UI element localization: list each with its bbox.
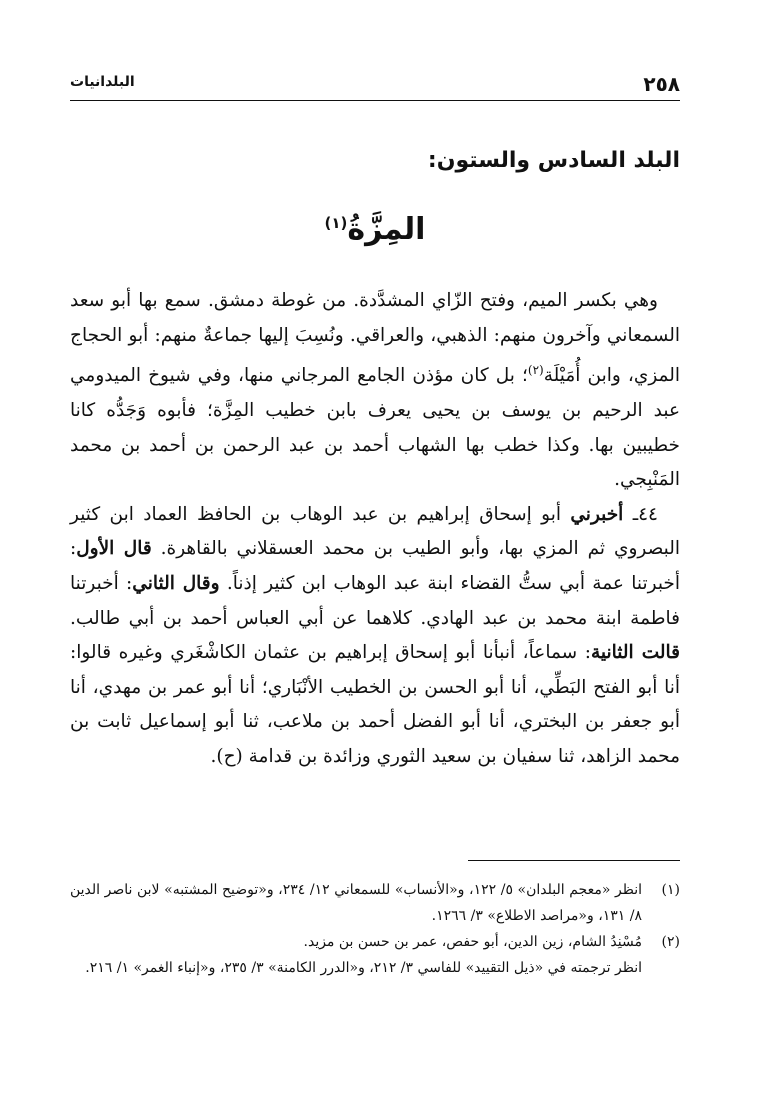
page-number: ٢٥٨ xyxy=(643,72,680,96)
footnote-text: مُسْنِدُ الشام، زين الدين، أبو حفص، عمر بن حسن بن مزيد. xyxy=(303,934,642,950)
narration-keyword: وقال الثاني xyxy=(132,572,220,594)
narration-keyword: قالت الثانية xyxy=(590,642,680,664)
paragraph-text: ؛ بل كان مؤذن الجامع المرجاني منها، وفي شيوخ الميدومي عبد الرحيم بن يوسف بن يحيى يعرف بابن خطيب المِزَّة؛ فأبوه وَجَدُّه كانا خطيبين بها. وكذا خطب بها الشهاب أحمد بن عبد الرحمن بن أحمد بن محمد المَنْبِجي. xyxy=(70,365,680,491)
paragraph-text: أبو إسحاق إبراهيم بن عبد الوهاب بن الحافظ العماد ابن كثير البصروي ثم المزي بها، وأبو الطيب بن محمد العسقلاني بالقاهرة. xyxy=(70,503,680,560)
running-title: البلدانيات xyxy=(70,74,135,90)
hadith-number: ٤٤ـ xyxy=(632,503,658,525)
footnote-ref-1[interactable]: (١) xyxy=(324,214,348,232)
footnote-ref-2[interactable]: (٢) xyxy=(527,363,544,378)
footnote-text: انظر «معجم البلدان» ٥/ ١٢٢، و«الأنساب» للسمعاني ١٢/ ٢٣٤، و«توضيح المشتبه» لابن ناصر الدين ٨/ ١٣١، و«مراصد الاطلاع» ٣/ ١٢٦٦. xyxy=(70,882,642,924)
place-title xyxy=(70,212,680,247)
footnote-2 xyxy=(70,929,680,981)
running-header xyxy=(70,72,680,101)
main-text xyxy=(70,284,680,774)
footnote-1 xyxy=(70,877,680,929)
paragraph-description xyxy=(70,284,680,498)
section-heading: البلد السادس والستون: xyxy=(427,148,680,173)
place-name: المِزَّةُ xyxy=(347,212,426,247)
paragraph-text: : سماعاً، أنبأنا أبو إسحاق إبراهيم بن عثمان الكاشْغَري وغيره قالوا: أنا أبو الفتح البَطِّي، أنا أبو الحسن بن الخطيب الأنْبَاري؛ أنا أبو عمر بن مهدي، أنا أبو جعفر بن البختري، أنا أبو الفضل أحمد بن ملاعب، ثنا أبو إسماعيل ثابت بن محمد الزاهد، ثنا سفيان بن سعيد الثوري وزائدة بن قدامة (ح). xyxy=(70,642,680,767)
footnote-number: (٢) xyxy=(661,934,680,950)
narration-keyword: أخبرني xyxy=(570,503,624,525)
narration-keyword: قال الأول xyxy=(76,538,152,560)
paragraph-text: : أخبرتنا فاطمة ابنة محمد بن عبد الهادي. كلاهما عن أبي العباس أحمد بن أبي طالب. xyxy=(70,572,680,629)
footnote-number: (١) xyxy=(661,882,680,898)
footnote-separator xyxy=(468,860,680,861)
paragraph-text: وهي بكسر الميم، وفتح الزّاي المشدَّدة. من غوطة دمشق. سمع بها أبو سعد السمعاني وآخرون منهم: الذهبي، والعراقي. ونُسِبَ إليها جماعةٌ منهم: أبو الحجاج المزي، وابن أُمَيْلَة xyxy=(70,290,680,387)
footnotes xyxy=(70,877,680,981)
paragraph-hadith xyxy=(70,498,680,775)
footnote-text: انظر ترجمته في «ذيل التقييد» للفاسي ٣/ ٢١٢، و«الدرر الكامنة» ٣/ ٢٣٥، و«إنباء الغمر» ١/ ٢١٦. xyxy=(85,960,642,976)
paragraph-text: : أخبرتنا عمة أبي ستُّ القضاء ابنة عبد الوهاب ابن كثير إذناً. xyxy=(70,538,680,594)
